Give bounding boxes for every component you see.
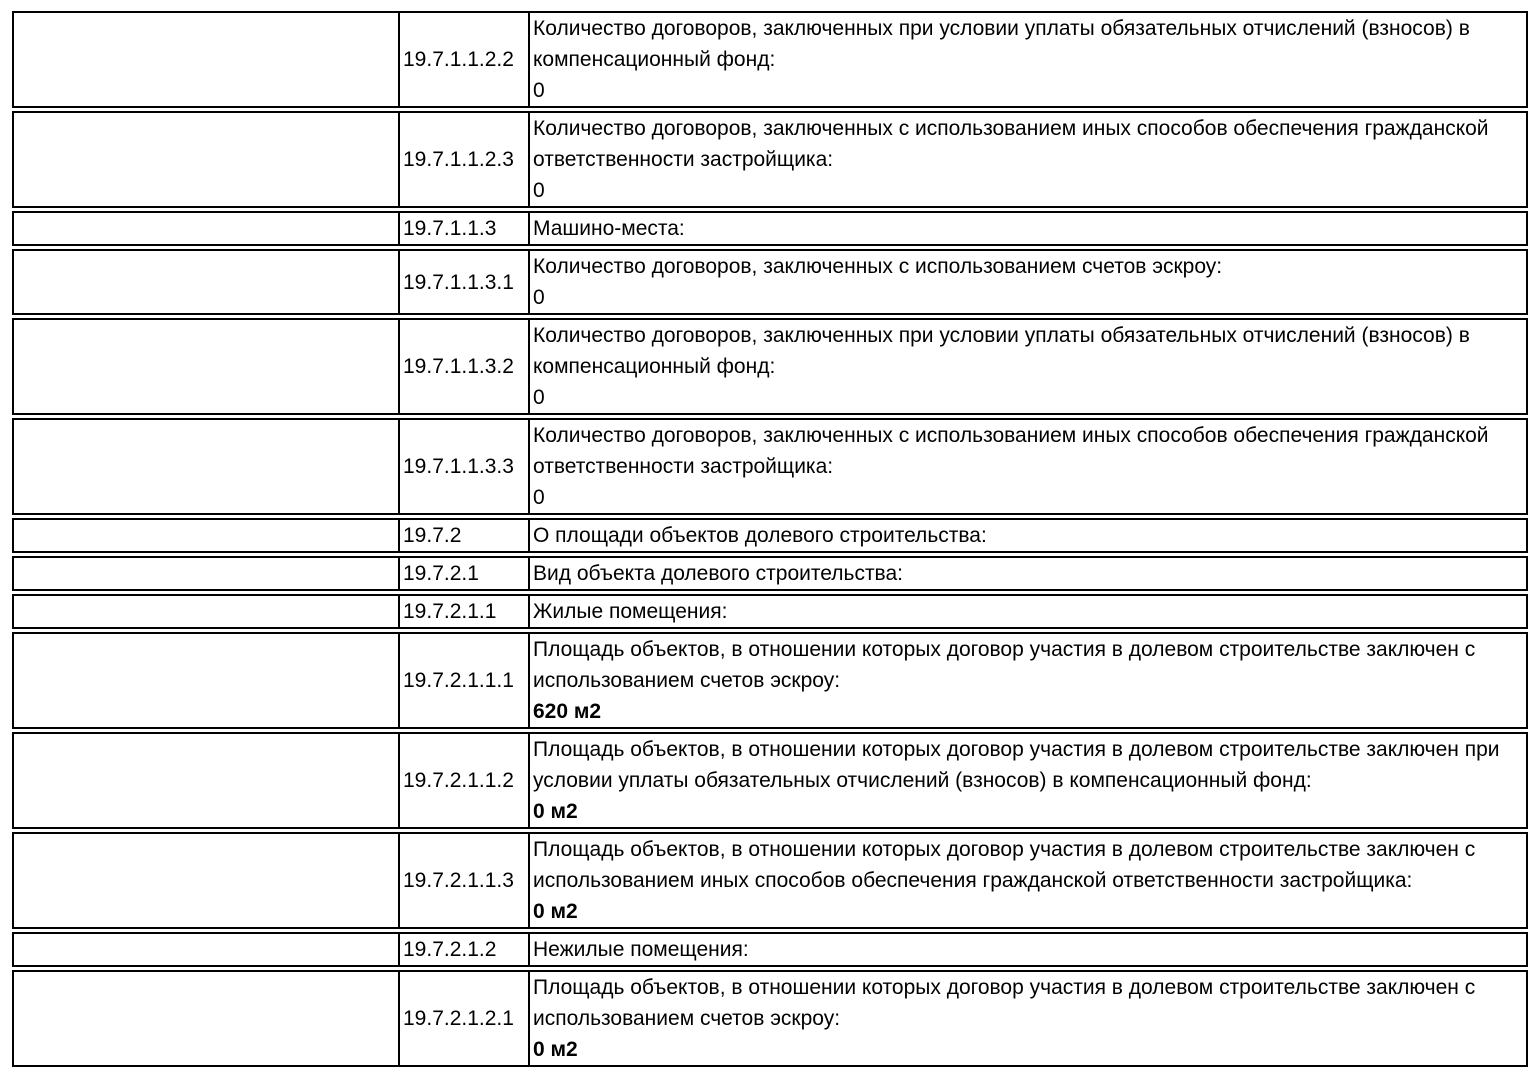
table-row xyxy=(12,518,1528,553)
row-code-cell xyxy=(398,732,528,829)
row-content-cell xyxy=(528,418,1528,515)
row-content-cell xyxy=(528,211,1528,246)
row-code: 19.7.1.1.2.2 xyxy=(403,48,514,71)
row-label: Площадь объектов, в отношении которых договор участия в долевом строительстве заключен при условии уплаты обязательных отчислений (взносов) в компенсационный фонд: xyxy=(533,738,1500,792)
row-value: 0 м2 xyxy=(533,1038,578,1061)
row-code-cell xyxy=(398,594,528,629)
row-code: 19.7.2.1.1 xyxy=(403,600,497,623)
row-label: Машино-места: xyxy=(533,217,685,240)
row-content-cell xyxy=(528,318,1528,415)
row-label: Нежилые помещения: xyxy=(533,938,749,961)
spacer-cell xyxy=(12,932,398,967)
row-label: Количество договоров, заключенных с использованием счетов эскроу: xyxy=(533,255,1223,278)
row-code-cell xyxy=(398,418,528,515)
spacer-cell xyxy=(12,418,398,515)
row-value: 0 xyxy=(533,79,545,102)
row-code-cell xyxy=(398,932,528,967)
declaration-table xyxy=(12,8,1528,1070)
table-row xyxy=(12,318,1528,415)
row-content-cell xyxy=(528,732,1528,829)
row-label: Площадь объектов, в отношении которых договор участия в долевом строительстве заключен с использованием счетов эскроу: xyxy=(533,638,1476,692)
row-code: 19.7.1.1.3.2 xyxy=(403,355,514,378)
row-code: 19.7.2.1.2 xyxy=(403,938,497,961)
row-content-cell xyxy=(528,832,1528,929)
row-value: 0 м2 xyxy=(533,900,578,923)
spacer-cell xyxy=(12,318,398,415)
row-content-cell xyxy=(528,556,1528,591)
row-label: О площади объектов долевого строительства: xyxy=(533,524,987,547)
row-code: 19.7.2 xyxy=(403,524,462,547)
spacer-cell xyxy=(12,11,398,108)
row-code: 19.7.1.1.2.3 xyxy=(403,148,514,171)
row-value: 0 xyxy=(533,179,545,202)
spacer-cell xyxy=(12,249,398,315)
row-code-cell xyxy=(398,11,528,108)
row-content-cell xyxy=(528,111,1528,208)
row-code: 19.7.2.1.1.3 xyxy=(403,869,514,892)
spacer-cell xyxy=(12,970,398,1067)
row-code-cell xyxy=(398,832,528,929)
row-code: 19.7.2.1.1.2 xyxy=(403,769,514,792)
table-row xyxy=(12,111,1528,208)
row-label: Площадь объектов, в отношении которых договор участия в долевом строительстве заключен с использованием счетов эскроу: xyxy=(533,976,1476,1030)
row-label: Жилые помещения: xyxy=(533,600,728,623)
row-code: 19.7.1.1.3.1 xyxy=(403,270,514,294)
table-row xyxy=(12,594,1528,629)
row-code-cell xyxy=(398,111,528,208)
row-content-cell xyxy=(528,518,1528,553)
table-row xyxy=(12,932,1528,967)
declaration-table-body xyxy=(12,11,1528,1067)
row-value: 0 м2 xyxy=(533,800,578,823)
row-code: 19.7.2.1.1.1 xyxy=(403,669,514,692)
table-row xyxy=(12,732,1528,829)
row-code: 19.7.2.1.2.1 xyxy=(403,1007,514,1030)
row-content-cell xyxy=(528,970,1528,1067)
spacer-cell xyxy=(12,211,398,246)
row-code-cell xyxy=(398,518,528,553)
row-value: 0 xyxy=(533,486,545,509)
spacer-cell xyxy=(12,556,398,591)
spacer-cell xyxy=(12,732,398,829)
spacer-cell xyxy=(12,594,398,629)
row-value: 0 xyxy=(533,386,545,409)
table-row xyxy=(12,556,1528,591)
table-row xyxy=(12,970,1528,1067)
spacer-cell xyxy=(12,518,398,553)
row-code-cell xyxy=(398,970,528,1067)
row-code: 19.7.2.1 xyxy=(403,562,479,585)
table-row xyxy=(12,11,1528,108)
row-label: Площадь объектов, в отношении которых договор участия в долевом строительстве заключен с использованием иных способов обеспечения гражданской ответственности застройщика: xyxy=(533,838,1476,892)
row-label: Количество договоров, заключенных с использованием иных способов обеспечения гражданской ответственности застройщика: xyxy=(533,117,1489,171)
table-row xyxy=(12,418,1528,515)
table-row xyxy=(12,211,1528,246)
row-content-cell xyxy=(528,11,1528,108)
row-code-cell xyxy=(398,249,528,315)
row-code-cell xyxy=(398,632,528,729)
row-value: 0 xyxy=(533,286,545,309)
spacer-cell xyxy=(12,632,398,729)
row-content-cell xyxy=(528,932,1528,967)
table-row xyxy=(12,832,1528,929)
row-code-cell xyxy=(398,318,528,415)
row-content-cell xyxy=(528,632,1528,729)
spacer-cell xyxy=(12,832,398,929)
table-row xyxy=(12,249,1528,315)
row-label: Количество договоров, заключенных при условии уплаты обязательных отчислений (взносов) в компенсационный фонд: xyxy=(533,324,1470,378)
row-content-cell xyxy=(528,594,1528,629)
spacer-cell xyxy=(12,111,398,208)
row-code: 19.7.1.1.3 xyxy=(403,217,497,240)
row-code-cell xyxy=(398,211,528,246)
row-code: 19.7.1.1.3.3 xyxy=(403,455,514,478)
row-content-cell xyxy=(528,249,1528,315)
table-row xyxy=(12,632,1528,729)
row-label: Количество договоров, заключенных с использованием иных способов обеспечения гражданской ответственности застройщика: xyxy=(533,424,1489,478)
row-label: Количество договоров, заключенных при условии уплаты обязательных отчислений (взносов) в компенсационный фонд: xyxy=(533,17,1470,71)
row-code-cell xyxy=(398,556,528,591)
row-value: 620 м2 xyxy=(533,700,602,723)
row-label: Вид объекта долевого строительства: xyxy=(533,562,903,585)
